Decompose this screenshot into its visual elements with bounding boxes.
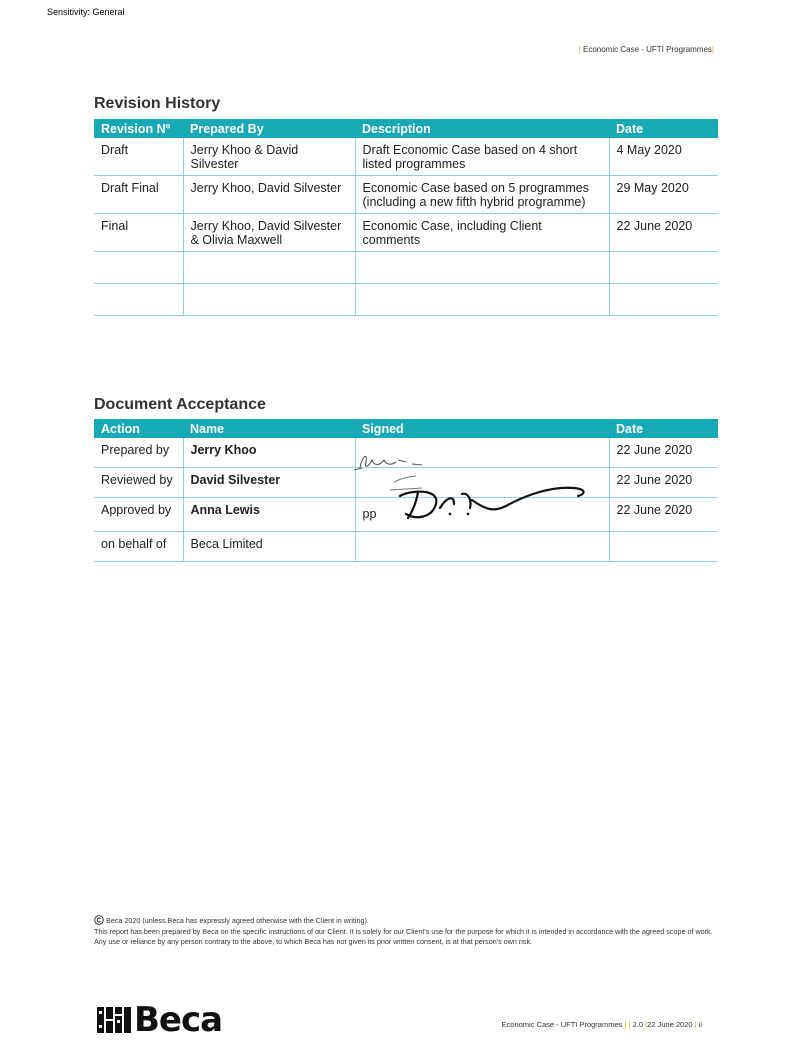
revision-table xyxy=(94,119,718,316)
sensitivity-label: Sensitivity: General xyxy=(47,7,125,17)
footer-title: Economic Case - UFTI Programmes xyxy=(501,1020,623,1029)
footer-version: 2.0 xyxy=(632,1020,643,1029)
header-cell: Date xyxy=(609,419,718,438)
cell xyxy=(94,284,183,316)
header-cell: Name xyxy=(183,419,355,438)
copyright-line xyxy=(94,915,714,927)
cell: Jerry Khoo & David Silvester xyxy=(183,138,355,176)
beca-logo-mark-icon xyxy=(97,1005,131,1035)
cell: on behalf of xyxy=(94,532,183,562)
page-footer: Economic Case - UFTI Programmes | | 2.0 |22 June 2020 | ii xyxy=(501,1020,702,1029)
cell: 22 June 2020 xyxy=(609,438,718,468)
page-header: | Economic Case - UFTI Programmes| xyxy=(578,45,714,54)
logo-wordmark: Beca xyxy=(134,1000,223,1040)
footer-disclaimer xyxy=(94,915,714,948)
copyright-icon xyxy=(94,915,104,925)
table-row xyxy=(94,176,718,214)
table-row xyxy=(94,532,718,562)
header-cell: Revision Nº xyxy=(94,119,183,138)
cell: Approved by xyxy=(94,498,183,532)
table-row xyxy=(94,284,718,316)
signatures xyxy=(350,448,610,528)
table-row xyxy=(94,252,718,284)
cell: 29 May 2020 xyxy=(609,176,718,214)
cell xyxy=(609,284,718,316)
cell xyxy=(355,284,609,316)
cell: Jerry Khoo, David Silvester & Olivia Maxwell xyxy=(183,214,355,252)
beca-logo xyxy=(97,1000,223,1040)
signature-anna-lewis xyxy=(400,488,584,518)
revision-history-title: Revision History xyxy=(94,95,221,112)
footer-date: 22 June 2020 xyxy=(647,1020,693,1029)
header-cell: Signed xyxy=(355,419,609,438)
cell: Economic Case, including Client comments xyxy=(355,214,609,252)
cell xyxy=(609,252,718,284)
cell: David Silvester xyxy=(183,468,355,498)
cell: pp xyxy=(355,498,609,532)
cell: 22 June 2020 xyxy=(609,468,718,498)
cell: Anna Lewis xyxy=(183,498,355,532)
cell: Draft Final xyxy=(94,176,183,214)
cell: Reviewed by xyxy=(94,468,183,498)
signature-david-silvester xyxy=(390,476,422,490)
header-cell: Date xyxy=(609,119,718,138)
page-number: ii xyxy=(698,1020,702,1029)
cell: Prepared by xyxy=(94,438,183,468)
header-cell: Action xyxy=(94,419,183,438)
cell xyxy=(355,532,609,562)
cell: Draft xyxy=(94,138,183,176)
cell: Final xyxy=(94,214,183,252)
table-row xyxy=(94,138,718,176)
table-header-row xyxy=(94,419,718,438)
table-row xyxy=(94,214,718,252)
cell xyxy=(609,532,718,562)
cell xyxy=(355,252,609,284)
cell: Draft Economic Case based on 4 short listed programmes xyxy=(355,138,609,176)
cell xyxy=(94,252,183,284)
header-cell: Prepared By xyxy=(183,119,355,138)
disclaimer-text: This report has been prepared by Beca on the specific instructions of our Client. It is solely for our Client's use for the purpose for which it is intended in accordance with the agreed scope of work. Any use or reliance by any person contrary to the above, to which Beca has not given its prior written consent, is at that person's own risk. xyxy=(94,926,713,946)
cell: Beca Limited xyxy=(183,532,355,562)
table-header-row xyxy=(94,119,718,138)
cell: Economic Case based on 5 programmes (including a new fifth hybrid programme) xyxy=(355,176,609,214)
document-acceptance-title: Document Acceptance xyxy=(94,396,266,413)
cell: Jerry Khoo xyxy=(183,438,355,468)
copyright-text: Beca 2020 (unless Beca has expressly agreed otherwise with the Client in writing). xyxy=(106,916,369,925)
cell xyxy=(183,284,355,316)
cell: 22 June 2020 xyxy=(609,498,718,532)
header-title: Economic Case - UFTI Programmes xyxy=(583,45,712,54)
cell: Jerry Khoo, David Silvester xyxy=(183,176,355,214)
header-cell: Description xyxy=(355,119,609,138)
cell xyxy=(183,252,355,284)
signature-jerry-khoo xyxy=(354,456,422,470)
cell: 22 June 2020 xyxy=(609,214,718,252)
cell: 4 May 2020 xyxy=(609,138,718,176)
